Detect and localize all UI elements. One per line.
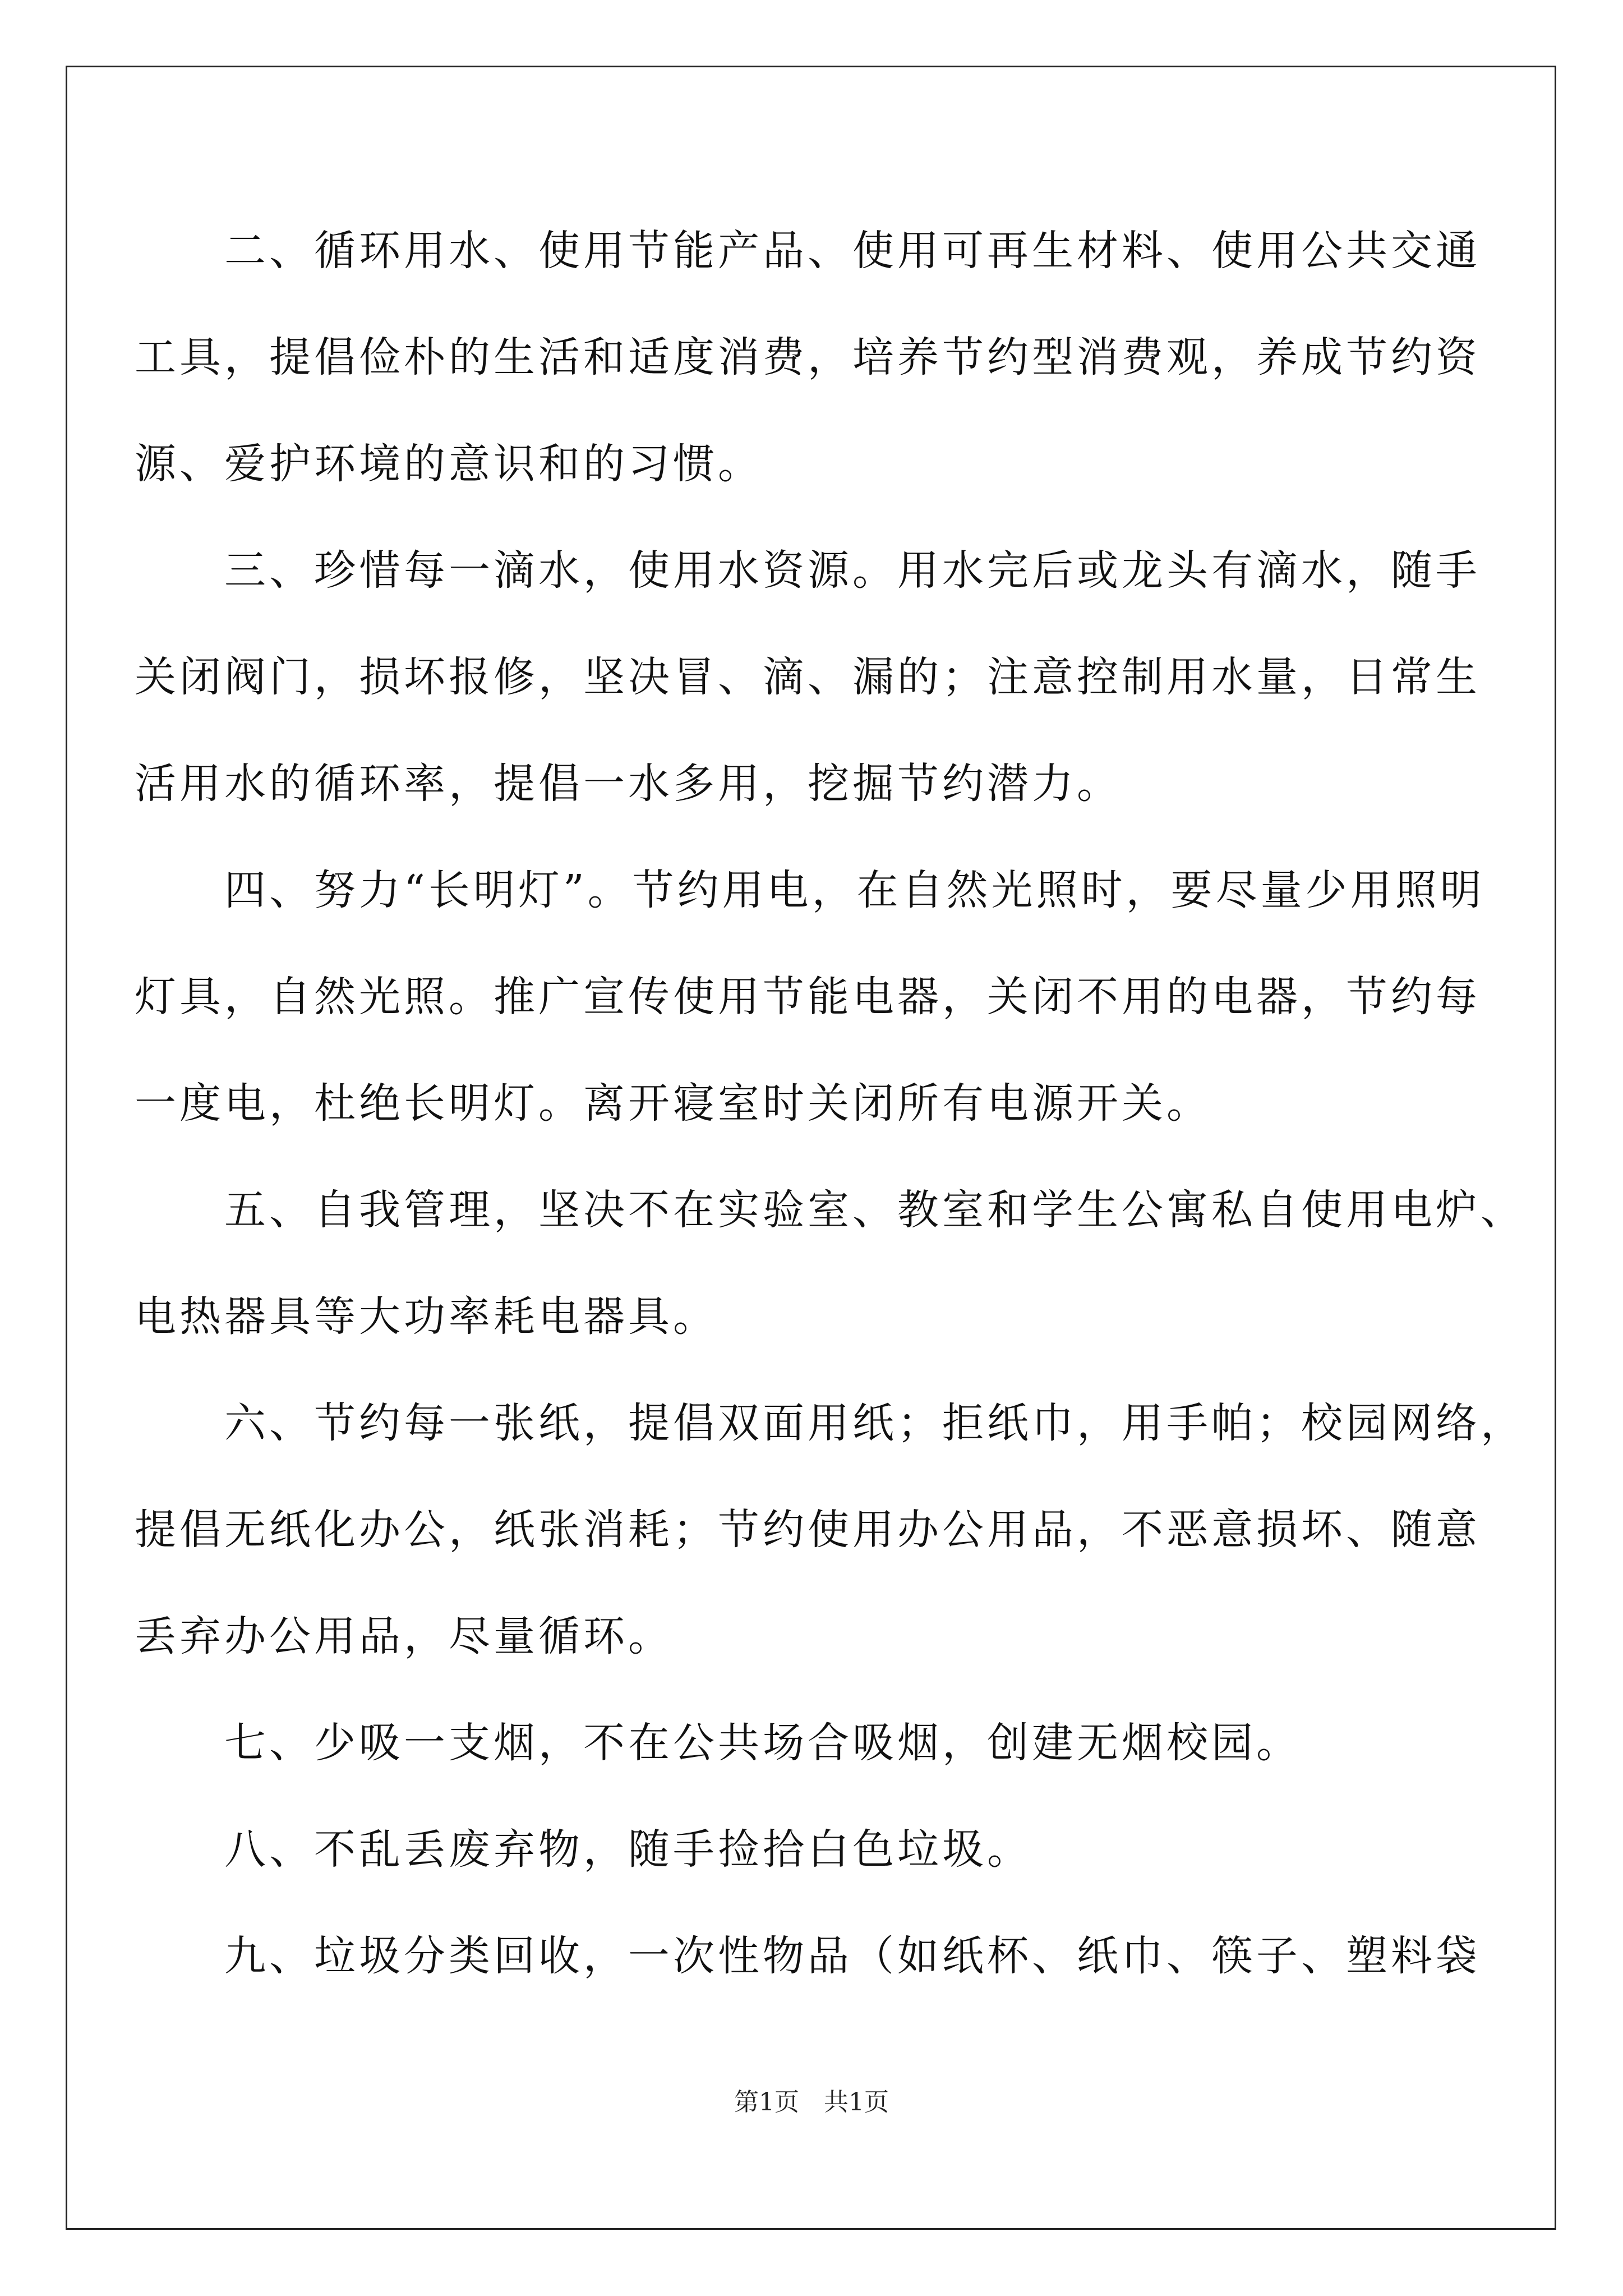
paragraph-line: 四、努力“长明灯”。节约用电，在自然光照时，要尽量少用照明: [135, 866, 1485, 914]
paragraph-line: 关闭阀门，损坏报修，坚决冒、滴、漏的；注意控制用水量，日常生: [135, 653, 1481, 701]
paragraph-line: 一度电，杜绝长明灯。离开寝室时关闭所有电源开关。: [135, 1079, 1211, 1128]
paragraph-line: 七、少吸一支烟，不在公共场合吸烟，创建无烟校园。: [135, 1719, 1301, 1767]
paragraph-line: 六、节约每一张纸，提倡双面用纸；拒纸巾，用手帕；校园网络，: [135, 1399, 1525, 1447]
paragraph-line: 八、不乱丢废弃物，随手捡拾白色垃圾。: [135, 1825, 1032, 1874]
paragraph-line: 丢弃办公用品，尽量循环。: [135, 1612, 673, 1660]
paragraph-line: 电热器具等大功率耗电器具。: [135, 1292, 718, 1341]
paragraph-line: 二、循环用水、使用节能产品、使用可再生材料、使用公共交通: [135, 227, 1481, 275]
page-border: [66, 66, 1556, 2230]
paragraph-line: 九、垃圾分类回收，一次性物品（如纸杯、纸巾、筷子、塑料袋: [135, 1932, 1481, 1980]
paragraph-line: 灯具，自然光照。推广宣传使用节能电器，关闭不用的电器，节约每: [135, 973, 1481, 1021]
page-footer: 第1页 共1页: [734, 2088, 889, 2116]
paragraph-line: 工具，提倡俭朴的生活和适度消费，培养节约型消费观，养成节约资: [135, 333, 1481, 381]
paragraph-line: 源、爱护环境的意识和的习惯。: [135, 440, 763, 488]
paragraph-line: 提倡无纸化办公，纸张消耗；节约使用办公用品，不恶意损坏、随意: [135, 1506, 1481, 1554]
paragraph-line: 三、珍惜每一滴水，使用水资源。用水完后或龙头有滴水，随手: [135, 546, 1481, 595]
paragraph-line: 五、自我管理，坚决不在实验室、教室和学生公寓私自使用电炉、: [135, 1186, 1525, 1234]
paragraph-line: 活用水的循环率，提倡一水多用，挖掘节约潜力。: [135, 760, 1122, 808]
